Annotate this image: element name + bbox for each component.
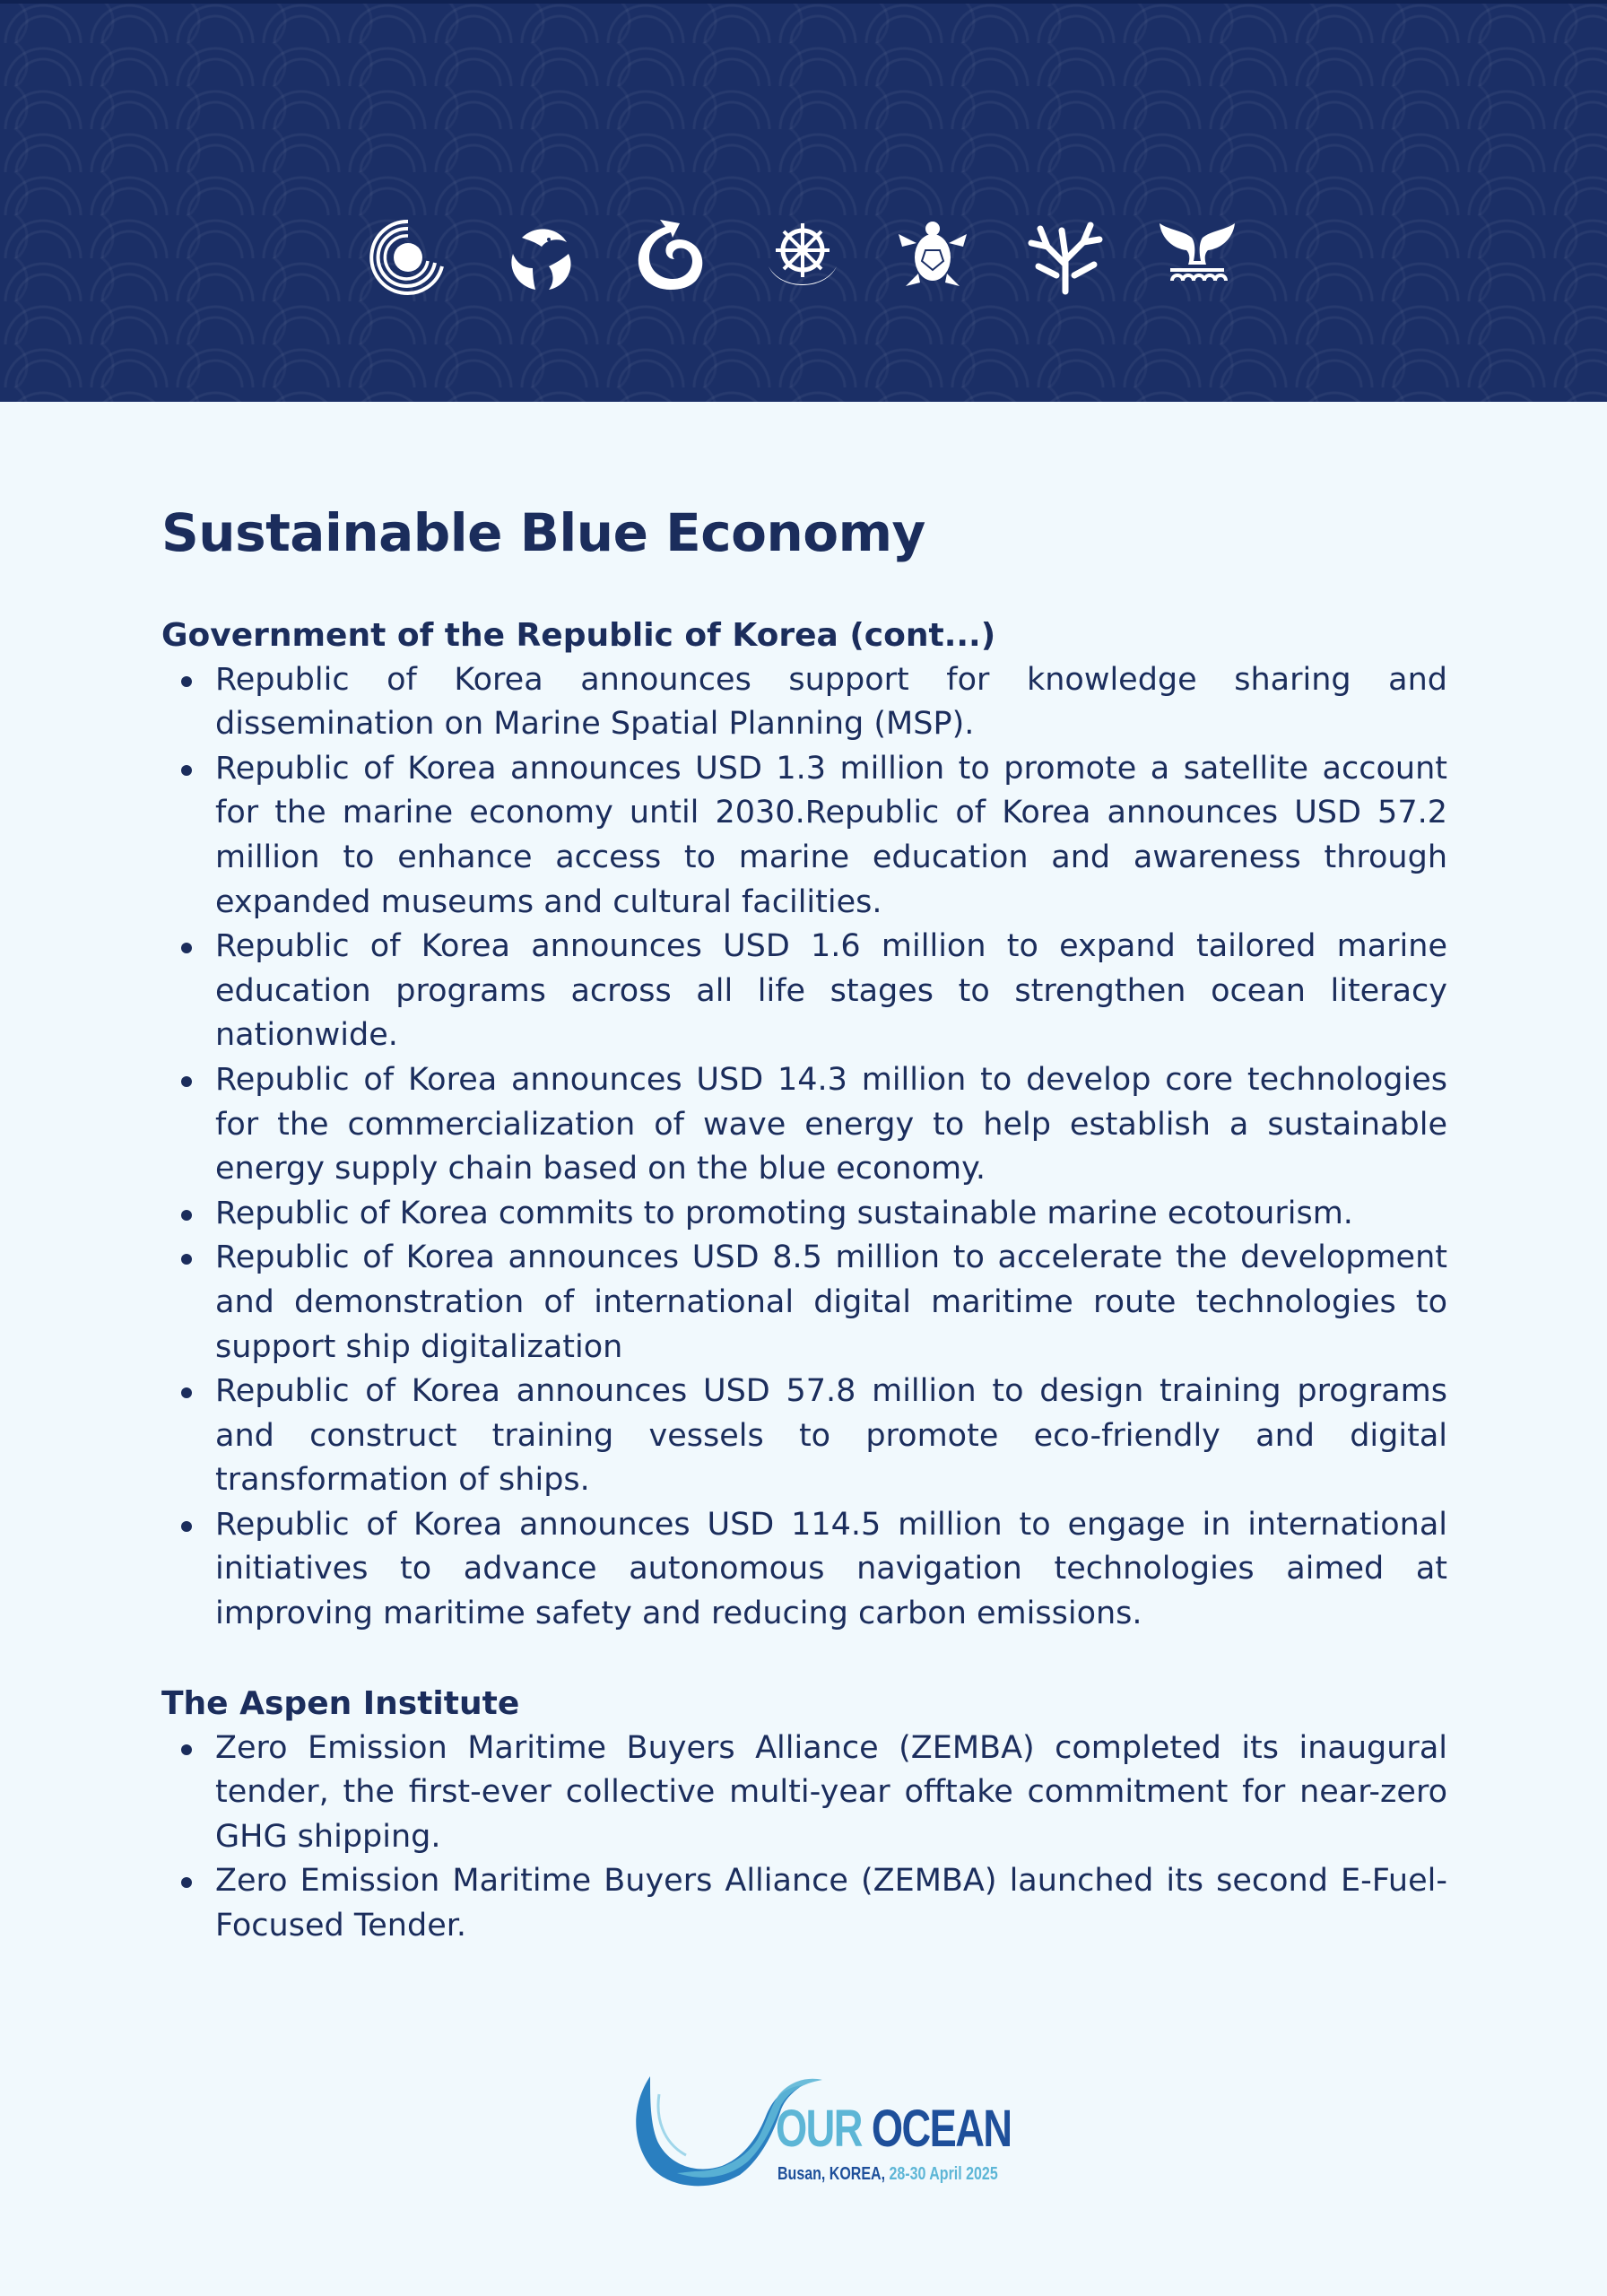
section-korea [161, 613, 1447, 1637]
wave-icon [626, 211, 716, 300]
logo-wordmark [776, 2100, 1012, 2158]
logo-word-ocean: OCEAN [871, 2100, 1012, 2158]
list-item: Zero Emission Maritime Buyers Alliance (ZEMBA) completed its inaugural tender, the first-ever collective multi-year offtake commitment for near-zero GHG shipping. [215, 1726, 1447, 1860]
page-title: Sustainable Blue Economy [161, 502, 925, 563]
list-item: Republic of Korea announces USD 1.6 million to expand tailored marine education programs across all life stages to strengthen ocean literacy nationwide. [215, 925, 1447, 1058]
banner-top-strip [0, 0, 1607, 4]
logo-location: Busan, KOREA, [777, 2164, 886, 2184]
list-item: Republic of Korea announces USD 8.5 million to accelerate the development and demonstration of international digital maritime route technologies to support ship digitalization [215, 1236, 1447, 1370]
turtle-icon [890, 211, 979, 300]
list-item: Republic of Korea announces USD 57.8 million to design training programs and construct training vessels to promote eco-friendly and digital transformation of ships. [215, 1370, 1447, 1503]
list-item: Republic of Korea commits to promoting sustainable marine ecotourism. [215, 1192, 1447, 1237]
fish-circle-icon [495, 211, 585, 300]
logo-subtitle [777, 2164, 998, 2185]
bullet-list [161, 658, 1447, 1637]
list-item: Republic of Korea announces USD 114.5 million to engage in international initiatives to advance autonomous navigation technologies aimed at improving maritime safety and reducing carbon emissions. [215, 1503, 1447, 1637]
list-item: Republic of Korea announces USD 14.3 million to develop core technologies for the commercialization of wave energy to help establish a sustainable energy supply chain based on the blue economy. [215, 1058, 1447, 1192]
header-icon-row [363, 206, 1242, 305]
ship-wheel-icon [758, 211, 847, 300]
our-ocean-logo [623, 2067, 1012, 2193]
logo-date: 28-30 April 2025 [889, 2164, 998, 2184]
section-title: Government of the Republic of Korea (cont...) [161, 616, 996, 654]
section-title: The Aspen Institute [161, 1684, 520, 1722]
main-content [161, 502, 1447, 1949]
coral-icon [1021, 211, 1110, 300]
list-item: Republic of Korea announces support for knowledge sharing and dissemination on Marine Spatial Planning (MSP). [215, 658, 1447, 747]
spiral-icon [363, 211, 453, 300]
list-item: Zero Emission Maritime Buyers Alliance (ZEMBA) launched its second E-Fuel-Focused Tender. [215, 1859, 1447, 1948]
whale-tail-icon [1152, 211, 1242, 300]
bullet-list [161, 1726, 1447, 1949]
list-item: Republic of Korea announces USD 1.3 million to promote a satellite account for the marine economy until 2030.Republic of Korea announces USD 57.2 million to enhance access to marine education and awareness through expanded museums and cultural facilities. [215, 747, 1447, 925]
logo-word-our: OUR [776, 2100, 862, 2158]
section-aspen [161, 1682, 1447, 1949]
header-banner [0, 0, 1607, 402]
